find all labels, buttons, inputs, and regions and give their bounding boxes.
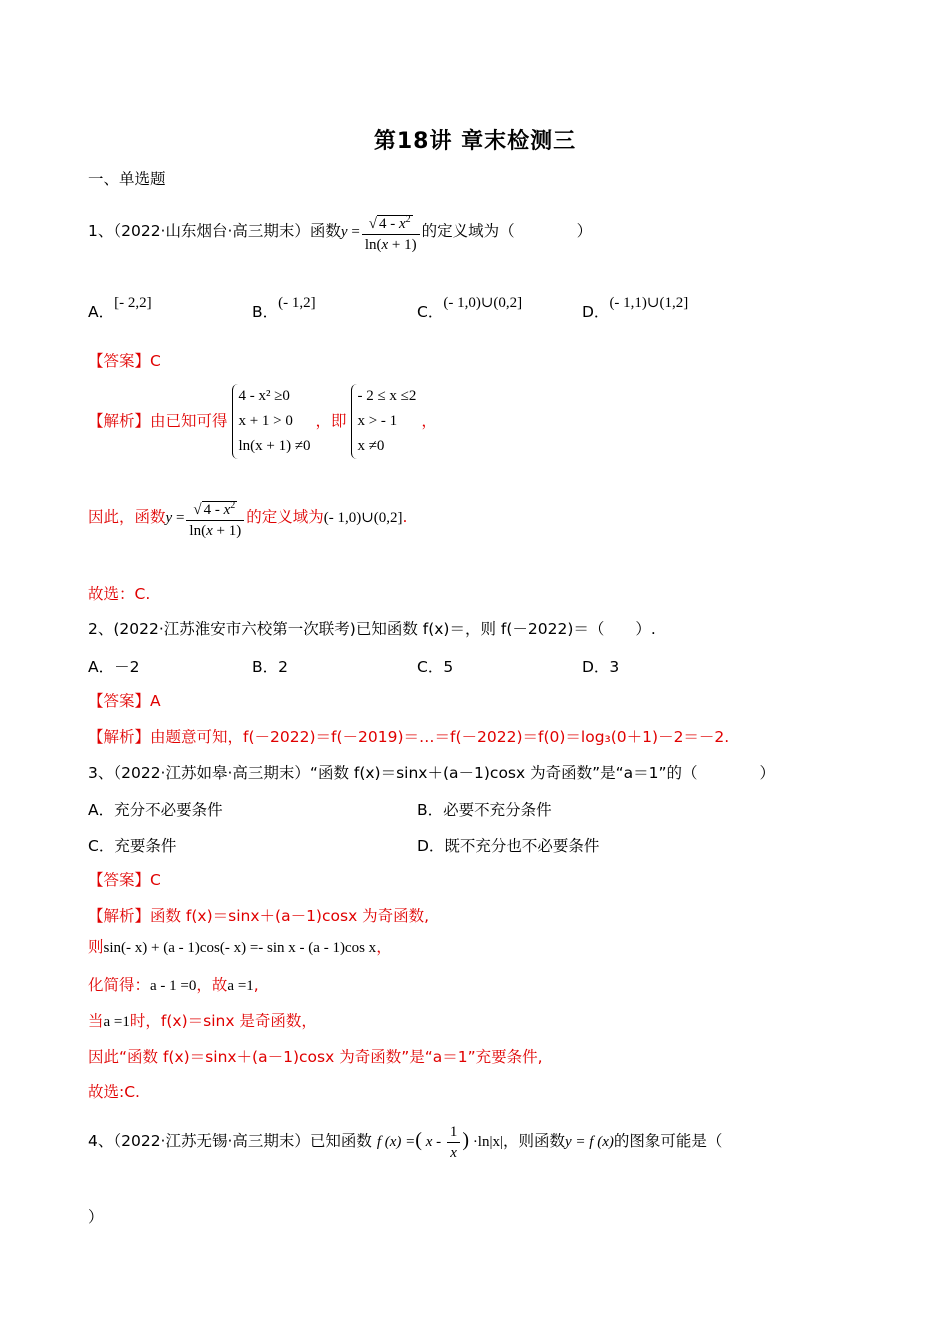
section-heading: 一、单选题 <box>88 170 166 188</box>
q2-option-a: A．－2 <box>88 658 140 676</box>
q1-prefix: 1、（2022·山东烟台·高三期末）函数 <box>88 221 341 240</box>
q3-analysis-3: 化简得：a - 1 =0，故a =1, <box>88 976 259 994</box>
q2-stem: 2、(2022·江苏淮安市六校第一次联考)已知函数 f(x)＝，则 f(－2022)＝（ ）. <box>88 620 656 638</box>
q1-suffix: 的定义域为（ ） <box>421 221 593 240</box>
q4-function-formula: f (x) =( x - $\frac{1}{x}$ ) ·ln|x| <box>376 1124 503 1161</box>
q1-answer: 【答案】C <box>88 352 161 370</box>
q3-option-c: C．充要条件 <box>88 837 177 855</box>
q1-analysis: 【解析】由已知可得 4 - x² ≥0 x + 1 > 0 ln(x + 1) ≠0 ，即 - 2 ≤ x ≤2 x > - 1 x ≠0 ， <box>88 384 437 459</box>
q2-option-b: B．2 <box>252 658 288 676</box>
q3-analysis-4: 当a =1时，f(x)＝sinx 是奇函数， <box>88 1012 317 1030</box>
q3-answer: 【答案】C <box>88 871 161 889</box>
q1-option-d: D．(- 1,1)∪(1,2] <box>582 295 689 321</box>
q3-analysis-5: 因此“函数 f(x)＝sinx＋(a－1)cosx 为奇函数”是“a＝1”充要条件, <box>88 1048 543 1066</box>
q3-option-b: B．必要不充分条件 <box>417 801 552 819</box>
q1-function-formula: y = $\frac{√ 4 - x^2}{\ln(x + 1)}$ <box>341 224 422 240</box>
q2-answer: 【答案】A <box>88 692 161 710</box>
q1-option-a: A．[- 2,2] <box>88 295 152 321</box>
q4-close: ） <box>88 1208 104 1226</box>
q1-final: 故选：C. <box>88 585 151 603</box>
q3-option-d: D．既不充分也不必要条件 <box>417 837 600 855</box>
q1-option-b: B．(- 1,2] <box>252 295 316 321</box>
q3-final: 故选:C. <box>88 1083 140 1101</box>
q3-analysis-2: 则sin(- x) + (a - 1)cos(- x) =- sin x - (a - 1)cos x， <box>88 938 392 956</box>
q1-conclusion: 因此，函数y = $\frac{√ 4 - x^2}{\ln(x + 1)}$ 的定义域为(- 1,0)∪(0,2]. <box>88 496 407 541</box>
q3-analysis-1: 【解析】函数 f(x)＝sinx＋(a－1)cosx 为奇函数, <box>88 907 430 925</box>
q4-stem: 4、（2022·江苏无锡·高三期末）已知函数 f (x) =( x - $\frac{1}{x}$ ) ·ln|x|，则函数y = f (x)的图象可能是（ <box>88 1124 723 1161</box>
q3-stem: 3、（2022·江苏如皋·高三期末）“函数 f(x)＝sinx＋(a－1)cosx 为奇函数”是“a＝1”的（ ） <box>88 764 776 782</box>
q2-analysis: 【解析】由题意可知，f(－2022)＝f(－2019)＝…＝f(－2022)＝f(0)＝log₃(0＋1)－2＝－2. <box>88 728 730 746</box>
q1-option-c: C．(- 1,0)∪(0,2] <box>417 295 523 321</box>
q2-option-d: D．3 <box>582 658 620 676</box>
q2-option-c: C．5 <box>417 658 454 676</box>
q1-stem <box>88 210 592 255</box>
page-title: 第18讲 章末检测三 <box>373 129 577 154</box>
q3-equation: sin(- x) + (a - 1)cos(- x) =- sin x - (a - 1)cos x <box>103 940 377 956</box>
q1-system-2: - 2 ≤ x ≤2 x > - 1 x ≠0 <box>351 384 416 459</box>
q3-option-a: A．充分不必要条件 <box>88 801 223 819</box>
q1-conclusion-domain: (- 1,0)∪(0,2] <box>323 509 403 526</box>
q1-system-1: 4 - x² ≥0 x + 1 > 0 ln(x + 1) ≠0 <box>232 384 310 459</box>
